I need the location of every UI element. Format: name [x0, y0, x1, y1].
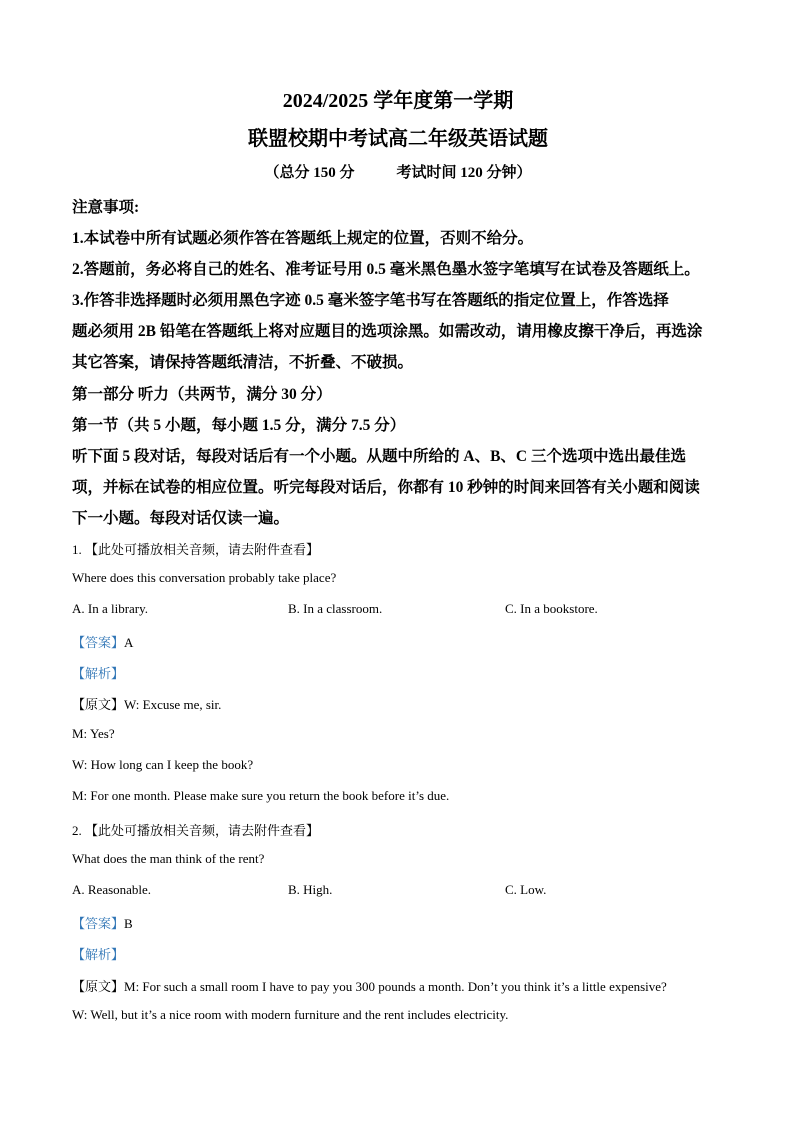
q2-question: What does the man think of the rent? [72, 851, 265, 866]
q2-options [72, 882, 724, 898]
term-title: 2024/2025 学年度第一学期 [282, 90, 514, 112]
instructions-line-1: 听下面 5 段对话，每段对话后有一个小题。从题中所给的 A、B、C 三个选项中选出最佳选 [72, 448, 686, 465]
q2-option-c: C. Low. [505, 882, 547, 897]
exam-title: 联盟校期中考试高二年级英语试题 [248, 128, 548, 150]
q1-answer-label: 【答案】 [72, 635, 125, 650]
q1-answer-value: A [124, 635, 134, 650]
q2-answer-label: 【答案】 [72, 916, 125, 931]
instructions-line-2: 项，并标在试卷的相应位置。听完每段对话后，你都有 10 秒钟的时间来回答有关小题和阅读 [72, 479, 700, 496]
total-score: （总分 150 分 [264, 165, 355, 181]
q1-transcript-text-1: W: Excuse me, sir. [124, 697, 222, 712]
q1-transcript-line-1 [72, 694, 221, 713]
q2-transcript-line-1 [72, 976, 667, 995]
section1-heading: 第一节（共 5 小题，每小题 1.5 分，满分 7.5 分） [72, 417, 406, 434]
notice-item-3-line-3: 其它答案，请保持答题纸清洁，不折叠、不破损。 [72, 354, 414, 371]
q2-transcript-label: 【原文】 [72, 979, 125, 994]
q2-transcript-line-2: W: Well, but it’s a nice room with modern furniture and the rent includes electricity. [72, 1007, 509, 1022]
notice-item-3-line-1: 3.作答非选择题时必须用黑色字迹 0.5 毫米签字笔书写在答题纸的指定位置上，作答选择 [72, 292, 669, 309]
q1-option-b: B. In a classroom. [288, 601, 383, 616]
notice-heading: 注意事项: [72, 199, 140, 216]
notice-item-2: 2.答题前，务必将自己的姓名、准考证号用 0.5 毫米黑色墨水签字笔填写在试卷及答题纸上。 [72, 261, 700, 278]
q2-option-a: A. Reasonable. [72, 882, 152, 897]
q1-answer [72, 632, 133, 651]
exam-info [72, 161, 724, 182]
q2-answer [72, 913, 133, 932]
instructions-line-3: 下一小题。每段对话仅读一遍。 [72, 510, 290, 527]
q1-option-a: A. In a library. [72, 601, 149, 616]
notice-item-3-line-2: 题必须用 2B 铅笔在答题纸上将对应题目的选项涂黑。如需改动，请用橡皮擦干净后，再选涂 [72, 323, 703, 340]
q1-transcript-line-2: M: Yes? [72, 726, 115, 741]
q2-answer-value: B [124, 916, 133, 931]
exam-time: 考试时间 120 分钟） [396, 165, 532, 181]
q1-analysis-label: 【解析】 [72, 666, 125, 681]
q1-audio-note: 1. 【此处可播放相关音频，请去附件查看】 [72, 542, 320, 557]
q2-option-b: B. High. [288, 882, 333, 897]
q1-option-c: C. In a bookstore. [505, 601, 598, 616]
part1-heading: 第一部分 听力（共两节，满分 30 分） [72, 386, 332, 403]
q2-analysis-label: 【解析】 [72, 947, 125, 962]
q1-transcript-label: 【原文】 [72, 697, 125, 712]
q2-audio-note: 2. 【此处可播放相关音频，请去附件查看】 [72, 823, 320, 838]
q1-transcript-line-3: W: How long can I keep the book? [72, 757, 254, 772]
q2-transcript-text-1: M: For such a small room I have to pay you 300 pounds a month. Don’t you think it’s a little expensive? [124, 979, 667, 994]
q1-options [72, 601, 724, 617]
q1-question: Where does this conversation probably take place? [72, 570, 337, 585]
notice-item-1: 1.本试卷中所有试题必须作答在答题纸上规定的位置，否则不给分。 [72, 230, 534, 247]
q1-transcript-line-4: M: For one month. Please make sure you return the book before it’s due. [72, 788, 450, 803]
